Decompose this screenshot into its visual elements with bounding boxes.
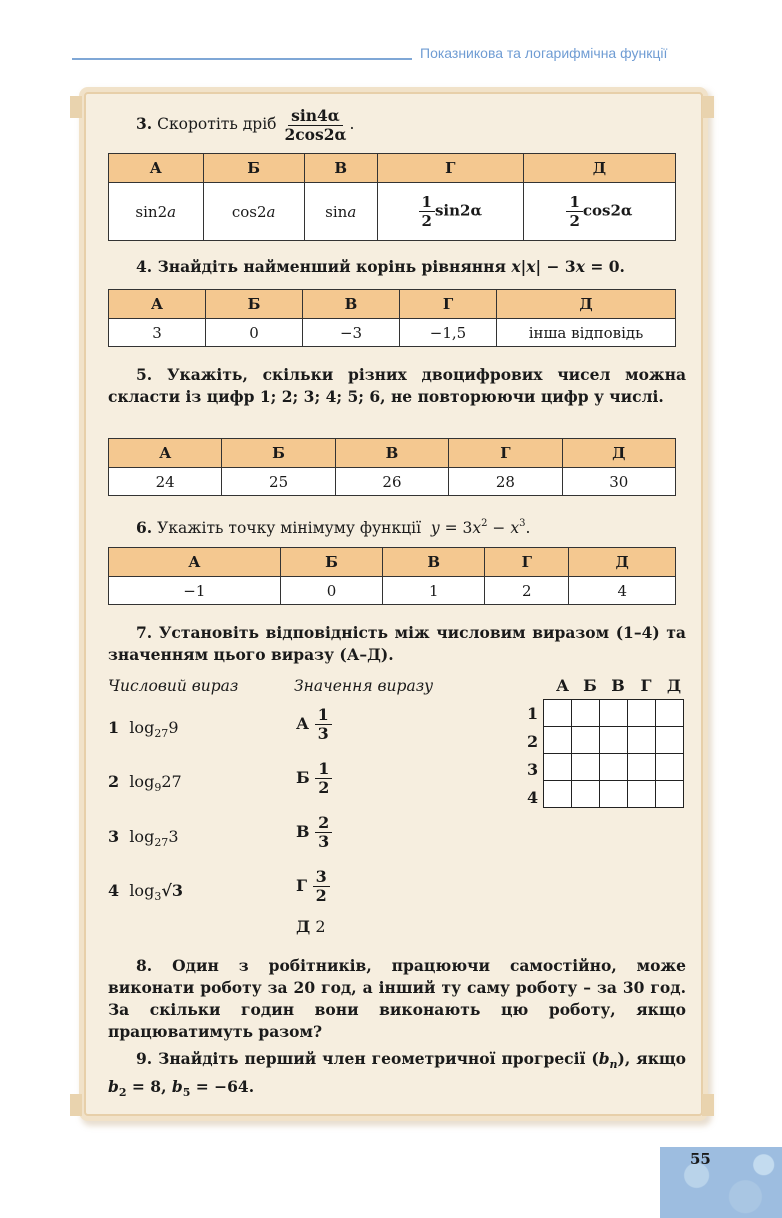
answer-cell: 0 bbox=[206, 319, 303, 347]
header-rule bbox=[72, 58, 412, 60]
question-5 bbox=[108, 364, 686, 408]
value-c: В $\frac{2}{3}$ bbox=[296, 814, 332, 851]
grid-cell[interactable] bbox=[544, 754, 572, 781]
answer-cell: 1 bbox=[383, 577, 485, 605]
sequence-var: b bbox=[108, 1077, 119, 1096]
answer-cell: 30 bbox=[562, 468, 675, 496]
answer-cell: 26 bbox=[335, 468, 448, 496]
question-3 bbox=[136, 100, 536, 148]
col-header: В bbox=[383, 548, 485, 577]
sequence-var: b bbox=[598, 1049, 610, 1068]
answer-cell: $\frac{1}{2}$ cos2α bbox=[523, 183, 675, 241]
grid-cell[interactable] bbox=[600, 727, 628, 754]
grid-cell[interactable] bbox=[656, 781, 684, 808]
value-b: Б $\frac{1}{2}$ bbox=[296, 760, 332, 797]
subscript: 2 bbox=[118, 1086, 127, 1099]
function-var: x bbox=[510, 519, 520, 537]
answer-grid bbox=[543, 699, 684, 808]
grid-cell[interactable] bbox=[600, 781, 628, 808]
answer-table-q4 bbox=[108, 289, 676, 347]
grid-cell[interactable] bbox=[600, 754, 628, 781]
question-text: Знайдіть перший член геометричної прогресії ( bbox=[158, 1049, 599, 1068]
answer-cell: 2 bbox=[485, 577, 569, 605]
col-header: Б bbox=[206, 290, 303, 319]
question-text: Один з робітників, працюючи самостійно, може виконати роботу за 20 год, а інший ту саму роботу – за 30 год. За скільки годин вони виконають цю роботу, якщо працюватимуть разом? bbox=[108, 956, 686, 1041]
question-text: = −64. bbox=[190, 1077, 255, 1096]
subscript: 5 bbox=[182, 1086, 191, 1099]
answer-table-q6 bbox=[108, 547, 676, 605]
equation-part: − 3 bbox=[541, 257, 576, 276]
fraction-denominator: 2cos2α bbox=[284, 124, 347, 144]
panel-tab bbox=[702, 1094, 714, 1116]
grid-cell[interactable] bbox=[656, 727, 684, 754]
question-text: ), якщо bbox=[617, 1049, 686, 1068]
answer-cell: −3 bbox=[303, 319, 400, 347]
grid-cell[interactable] bbox=[628, 781, 656, 808]
grid-row-label: 2 bbox=[527, 732, 539, 751]
equation-var: x bbox=[575, 257, 585, 276]
grid-cell[interactable] bbox=[572, 727, 600, 754]
page-corner-decoration bbox=[660, 1147, 782, 1218]
answer-cell: 25 bbox=[222, 468, 335, 496]
col-header: А bbox=[109, 154, 204, 183]
grid-cell[interactable] bbox=[544, 700, 572, 727]
grid-cell[interactable] bbox=[572, 754, 600, 781]
page-number: 55 bbox=[690, 1150, 711, 1168]
expression-2: 2 $\log_927$ bbox=[108, 772, 182, 794]
expression-4: 4 $\log_3√3$ bbox=[108, 881, 183, 903]
value-e: Д 2 bbox=[296, 917, 326, 936]
question-number: 4. bbox=[136, 257, 153, 276]
col-header: Б bbox=[280, 548, 383, 577]
function-var: y bbox=[430, 519, 440, 537]
answer-table-q5 bbox=[108, 438, 676, 496]
grid-cell[interactable] bbox=[628, 700, 656, 727]
function-part: . bbox=[525, 519, 531, 537]
col-header: Г bbox=[449, 439, 562, 468]
col-header: Г bbox=[485, 548, 569, 577]
grid-cell[interactable] bbox=[572, 781, 600, 808]
punctuation: . bbox=[349, 115, 355, 133]
col-header: Б bbox=[203, 154, 304, 183]
column-title-values: Значення виразу bbox=[294, 677, 434, 695]
function-part: − bbox=[487, 519, 511, 537]
col-header: В bbox=[303, 290, 400, 319]
col-header: Д bbox=[562, 439, 675, 468]
question-4 bbox=[136, 256, 676, 278]
col-header: А bbox=[109, 548, 281, 577]
col-header: Д bbox=[523, 154, 675, 183]
grid-cell[interactable] bbox=[600, 700, 628, 727]
answer-cell: $\frac{1}{2}$ sin2α bbox=[377, 183, 523, 241]
value-d: Г $\frac{3}{2}$ bbox=[296, 868, 330, 905]
grid-cell[interactable] bbox=[572, 700, 600, 727]
question-number: 8. bbox=[136, 956, 153, 975]
answer-cell: cos2a bbox=[203, 183, 304, 241]
col-header: В bbox=[304, 154, 377, 183]
grid-row-label: 4 bbox=[527, 788, 539, 807]
question-text: Установіть відповідність між числовим виразом (1–4) та значенням цього виразу (А–Д). bbox=[108, 623, 686, 664]
function-var: x bbox=[472, 519, 482, 537]
column-title-expressions: Числовий вираз bbox=[108, 677, 239, 695]
answer-table-q3 bbox=[108, 153, 676, 241]
answer-cell: −1 bbox=[109, 577, 281, 605]
expression-3: 3 $\log_{27}3$ bbox=[108, 827, 179, 849]
question-text: Знайдіть найменший корінь рівняння bbox=[157, 257, 506, 276]
answer-cell: 4 bbox=[569, 577, 676, 605]
question-number: 6. bbox=[136, 518, 153, 537]
col-header: Б bbox=[222, 439, 335, 468]
equation-abs: |x| bbox=[520, 257, 542, 276]
grid-cell[interactable] bbox=[656, 754, 684, 781]
answer-cell: 28 bbox=[449, 468, 562, 496]
answer-cell: 3 bbox=[109, 319, 206, 347]
function-part: = 3 bbox=[439, 519, 473, 537]
question-7 bbox=[108, 622, 686, 666]
equation-var: x bbox=[511, 257, 521, 276]
subscript: n bbox=[609, 1058, 618, 1071]
col-header: Д bbox=[569, 548, 676, 577]
fraction bbox=[281, 107, 349, 144]
grid-col-labels: А Б В Г Д bbox=[555, 676, 682, 695]
question-text: = 8, bbox=[126, 1077, 172, 1096]
question-text: Скоротіть дріб bbox=[157, 115, 277, 133]
question-6 bbox=[136, 513, 676, 539]
value-a: А $\frac{1}{3}$ bbox=[296, 706, 332, 743]
grid-cell[interactable] bbox=[656, 700, 684, 727]
fraction-numerator: sin4α bbox=[288, 107, 343, 126]
exponent: 3 bbox=[519, 518, 526, 529]
grid-cell[interactable] bbox=[628, 727, 656, 754]
question-number: 7. bbox=[136, 623, 153, 642]
grid-row-label: 3 bbox=[527, 760, 539, 779]
col-header: Г bbox=[400, 290, 497, 319]
question-number: 5. bbox=[136, 365, 153, 384]
col-header: А bbox=[109, 290, 206, 319]
question-number: 3. bbox=[136, 114, 153, 133]
sequence-var: b bbox=[171, 1077, 183, 1096]
question-8 bbox=[108, 955, 686, 1043]
answer-cell: sina bbox=[304, 183, 377, 241]
panel-tab bbox=[702, 96, 714, 118]
exponent: 2 bbox=[481, 518, 488, 529]
question-9 bbox=[108, 1048, 686, 1104]
col-header: А bbox=[109, 439, 222, 468]
col-header: Д bbox=[497, 290, 676, 319]
grid-cell[interactable] bbox=[628, 754, 656, 781]
question-text: Укажіть, скільки різних двоцифрових чисел можна скласти із цифр 1; 2; 3; 4; 5; 6, не повторюючи цифр у числі. bbox=[108, 365, 686, 406]
panel-tab bbox=[70, 1094, 82, 1116]
equation-part: = 0. bbox=[584, 257, 625, 276]
grid-cell[interactable] bbox=[544, 727, 572, 754]
col-header: Г bbox=[377, 154, 523, 183]
panel-tab bbox=[70, 96, 82, 118]
header-title: Показникова та логарифмічна функції bbox=[420, 45, 668, 61]
answer-cell: sin2a bbox=[109, 183, 204, 241]
col-header: В bbox=[335, 439, 448, 468]
grid-row-label: 1 bbox=[527, 704, 539, 723]
grid-cell[interactable] bbox=[544, 781, 572, 808]
answer-cell: −1,5 bbox=[400, 319, 497, 347]
question-text: Укажіть точку мінімуму функції bbox=[157, 519, 422, 537]
answer-cell: 24 bbox=[109, 468, 222, 496]
question-number: 9. bbox=[136, 1049, 153, 1068]
answer-cell: інша відповідь bbox=[497, 319, 676, 347]
answer-cell: 0 bbox=[280, 577, 383, 605]
expression-1: 1 $\log_{27}9$ bbox=[108, 718, 179, 740]
